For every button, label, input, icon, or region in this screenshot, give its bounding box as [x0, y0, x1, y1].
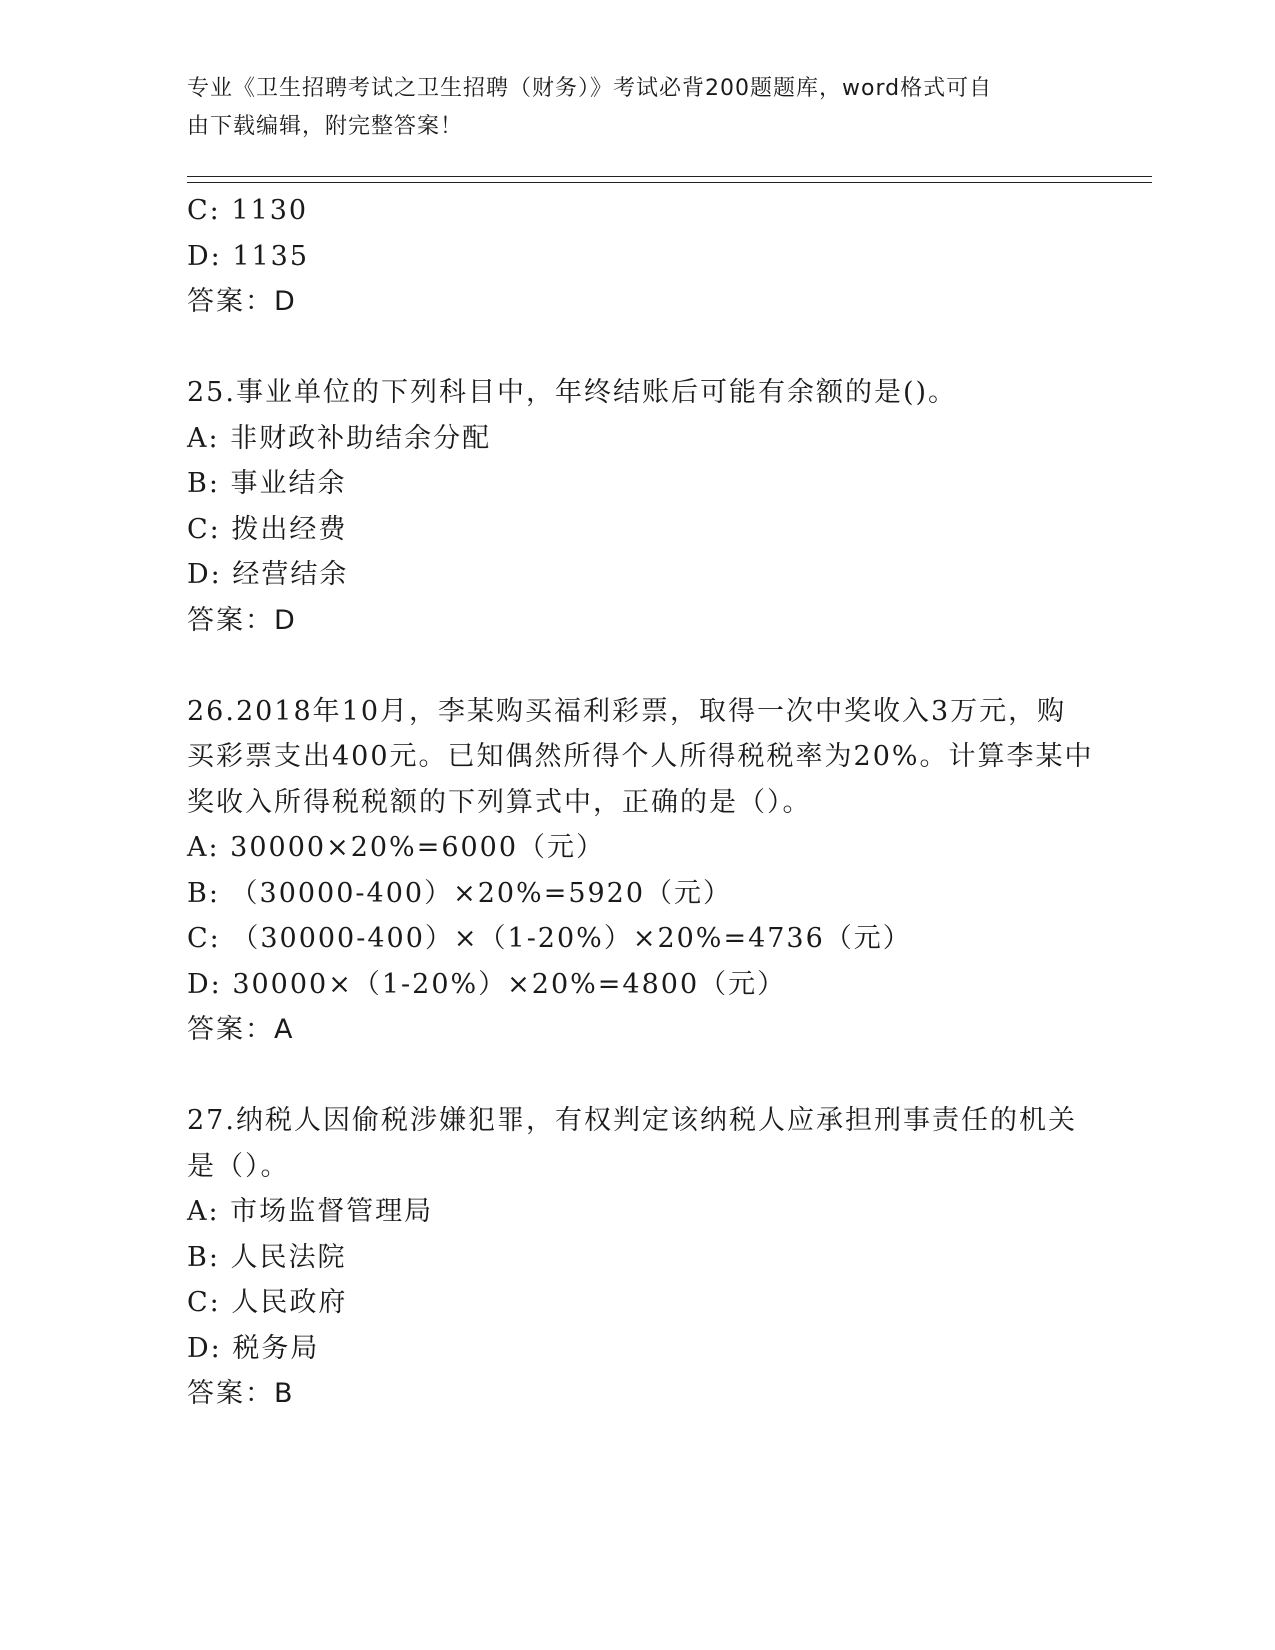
option-d: D: 经营结余 [187, 559, 349, 590]
question-25 [187, 370, 1087, 643]
option-b: B: 人民法院 [187, 1241, 347, 1273]
option-a: A: 30000×20%=6000（元） [187, 832, 606, 863]
question-stem-line-3: 奖收入所得税税额的下列算式中，正确的是（）。 [187, 786, 812, 818]
question-stem-line-2: 是（）。 [187, 1150, 290, 1182]
header-line-2: 由下载编辑，附完整答案！ [187, 114, 464, 139]
question-24-tail [187, 188, 1087, 325]
option-c: C: （30000-400）×（1-20%）×20%=4736（元） [187, 923, 912, 954]
option-a: A: 市场监督管理局 [187, 1196, 434, 1227]
option-c: C: 1130 [187, 195, 309, 226]
answer: 答案：D [187, 604, 297, 636]
header-divider-bottom [187, 182, 1152, 183]
question-stem-line-2: 买彩票支出400元。已知偶然所得个人所得税税率为20%。计算李某中 [187, 741, 1094, 772]
question-stem-line-1: 26.2018年10月，李某购买福利彩票，取得一次中奖收入3万元，购 [187, 695, 1067, 727]
question-26 [187, 689, 1094, 1053]
option-c: C: 拨出经费 [187, 513, 348, 545]
answer: 答案：B [187, 1378, 295, 1409]
option-a: A: 非财政补助结余分配 [187, 422, 492, 454]
option-b: B: （30000-400）×20%=5920（元） [187, 877, 733, 909]
header-divider-top [187, 176, 1152, 177]
document-header [187, 70, 1067, 146]
question-list [187, 188, 1094, 1417]
option-d: D: 30000×（1-20%）×20%=4800（元） [187, 968, 787, 1000]
option-b: B: 事业结余 [187, 468, 347, 499]
question-stem: 25.事业单位的下列科目中，年终结账后可能有余额的是()。 [187, 377, 958, 408]
question-stem-line-1: 27.纳税人因偷税涉嫌犯罪，有权判定该纳税人应承担刑事责任的机关 [187, 1105, 1077, 1136]
option-d: D: 1135 [187, 240, 310, 272]
answer: 答案：A [187, 1014, 295, 1045]
header-line-1: 专业《卫生招聘考试之卫生招聘（财务）》考试必背200题题库，word格式可自 [187, 76, 993, 101]
option-c: C: 人民政府 [187, 1287, 348, 1318]
question-27 [187, 1098, 1087, 1417]
option-d: D: 税务局 [187, 1332, 320, 1364]
answer: 答案：D [187, 286, 297, 317]
